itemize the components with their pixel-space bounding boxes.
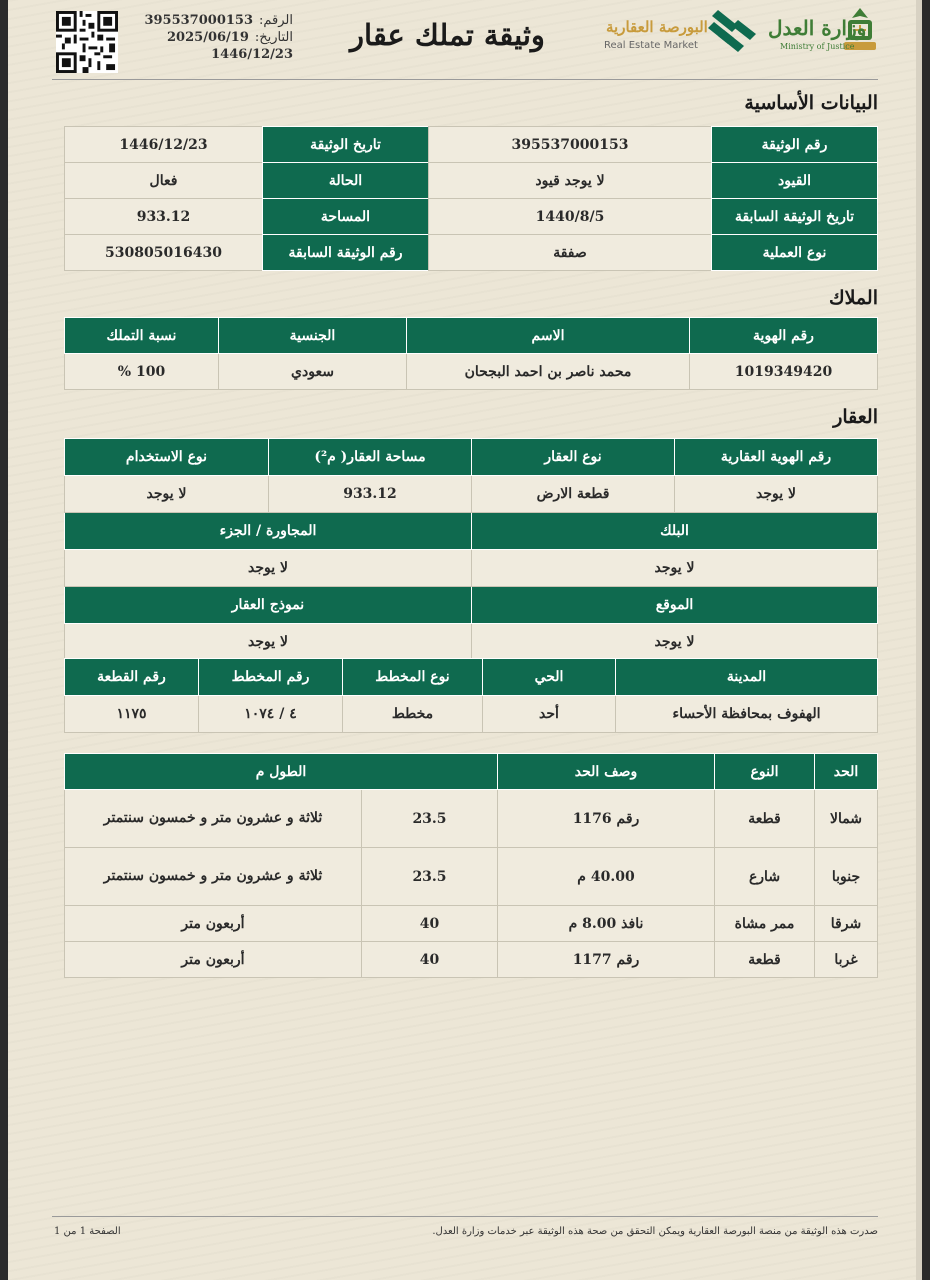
column-header: الحد [815,754,878,790]
boundary-type-cell: ممر مشاة [715,906,815,942]
boundary-length-cell: 23.5 [362,848,498,906]
table-row [65,199,878,235]
table-row [65,790,878,848]
table-row [65,354,878,390]
column-header: نسبة التملك [65,318,219,354]
document-page [8,0,922,1280]
footer-divider [52,1216,878,1217]
boundary-length-text-cell: أربعون متر [65,942,362,978]
column-header: نوع المخطط [343,659,483,696]
ministry-name-ar: وزارة العدل [768,16,867,40]
boundary-length-cell: 40 [362,906,498,942]
value-cell: لا يوجد [65,476,269,513]
column-header: الاسم [407,318,690,354]
table-header-row [65,439,878,476]
boundary-side-cell: جنوبا [815,848,878,906]
document-title: وثيقة تملك عقار [350,18,545,52]
column-header: المجاورة / الجزء [65,513,472,550]
value-cell: لا يوجد [65,550,472,587]
table-row [65,235,878,271]
value-cell: لا يوجد قيود [429,163,712,199]
label-cell: القيود [712,163,878,199]
value-cell: 933.12 [269,476,472,513]
basic-section-title: البيانات الأساسية [744,92,878,114]
table-row [65,127,878,163]
reference-block [144,12,293,63]
ref-date-gregorian: 2025/06/19 [167,30,249,45]
column-header: الطول م [65,754,498,790]
column-header: رقم المخطط [199,659,343,696]
label-cell: رقم الوثيقة السابقة [263,235,429,271]
real-estate-market-name-en: Real Estate Market [604,40,698,51]
table-row [65,696,878,733]
table-row [65,624,878,661]
table-row [65,163,878,199]
boundary-desc-cell: رقم 1177 [498,942,715,978]
value-cell: 1446/12/23 [65,127,263,163]
value-cell: 933.12 [65,199,263,235]
value-cell: صفقة [429,235,712,271]
value-cell: لا يوجد [472,550,878,587]
column-header: الجنسية [219,318,407,354]
value-cell: 1440/8/5 [429,199,712,235]
table-row [65,550,878,587]
boundary-type-cell: شارع [715,848,815,906]
boundary-desc-cell: 40.00 م [498,848,715,906]
ministry-name-en: Ministry of Justice [780,42,855,51]
label-cell: نوع العملية [712,235,878,271]
column-header: النوع [715,754,815,790]
property-table-main [64,438,878,661]
column-header: رقم الهوية [690,318,878,354]
owner-share-cell: 100 % [65,354,219,390]
label-cell: تاريخ الوثيقة السابقة [712,199,878,235]
boundary-desc-cell: نافذ 8.00 م [498,906,715,942]
real-estate-market-name-ar: البورصة العقارية [606,18,708,36]
boundary-desc-cell: رقم 1176 [498,790,715,848]
column-header: نوع العقار [472,439,675,476]
boundary-length-cell: 40 [362,942,498,978]
plot-number-cell: ١١٧٥ [65,696,199,733]
boundary-side-cell: شرقا [815,906,878,942]
plan-number-cell: ٤ / ١٠٧٤ [199,696,343,733]
owners-table [64,317,878,390]
table-header-row [65,513,878,550]
label-cell: تاريخ الوثيقة [263,127,429,163]
table-header-row [65,659,878,696]
label-cell: الحالة [263,163,429,199]
value-cell: لا يوجد [65,624,472,661]
table-header-row [65,318,878,354]
header-divider [52,79,878,80]
column-header: الموقع [472,587,878,624]
boundary-side-cell: غربا [815,942,878,978]
value-cell: لا يوجد [675,476,878,513]
boundary-length-text-cell: ثلاثة و عشرون متر و خمسون سنتمتر [65,848,362,906]
ref-number-label: الرقم: [259,13,293,28]
value-cell: فعال [65,163,263,199]
column-header: المدينة [616,659,878,696]
table-header-row [65,754,878,790]
real-estate-market-logo-icon [708,6,758,52]
boundary-type-cell: قطعة [715,790,815,848]
table-row [65,906,878,942]
district-cell: أحد [483,696,616,733]
page-edge [916,0,922,1280]
table-row [65,848,878,906]
column-header: وصف الحد [498,754,715,790]
property-section-title: العقار [833,406,878,428]
boundary-type-cell: قطعة [715,942,815,978]
boundary-side-cell: شمالا [815,790,878,848]
column-header: الحي [483,659,616,696]
value-cell: قطعة الارض [472,476,675,513]
boundary-length-cell: 23.5 [362,790,498,848]
label-cell: المساحة [263,199,429,235]
value-cell: 395537000153 [429,127,712,163]
ref-date-hijri: 1446/12/23 [211,47,293,62]
table-row [65,942,878,978]
column-header: البلك [472,513,878,550]
owner-id-cell: 1019349420 [690,354,878,390]
qr-code [56,11,118,73]
table-row [65,476,878,513]
basic-data-table [64,126,878,271]
column-header: نموذج العقار [65,587,472,624]
column-header: رقم القطعة [65,659,199,696]
property-location-table [64,658,878,733]
column-header: مساحة العقار( م²) [269,439,472,476]
column-header: رقم الهوية العقارية [675,439,878,476]
column-header: نوع الاستخدام [65,439,269,476]
label-cell: رقم الوثيقة [712,127,878,163]
boundary-length-text-cell: ثلاثة و عشرون متر و خمسون سنتمتر [65,790,362,848]
plan-type-cell: مخطط [343,696,483,733]
value-cell: لا يوجد [472,624,878,661]
city-cell: الهفوف بمحافظة الأحساء [616,696,878,733]
ref-number: 395537000153 [144,13,253,28]
ref-date-label: التاريخ: [254,30,293,45]
boundaries-table [64,753,878,978]
page-number: الصفحة 1 من 1 [54,1226,121,1237]
footer-note: صدرت هذه الوثيقة من منصة البورصة العقارية ويمكن التحقق من صحة هذه الوثيقة عبر خدمات وزارة العدل. [432,1226,878,1237]
owner-nationality-cell: سعودي [219,354,407,390]
value-cell: 530805016430 [65,235,263,271]
boundary-length-text-cell: أربعون متر [65,906,362,942]
document-header [8,0,922,80]
owners-section-title: الملاك [828,287,878,309]
table-header-row [65,587,878,624]
owner-name-cell: محمد ناصر بن احمد البجحان [407,354,690,390]
